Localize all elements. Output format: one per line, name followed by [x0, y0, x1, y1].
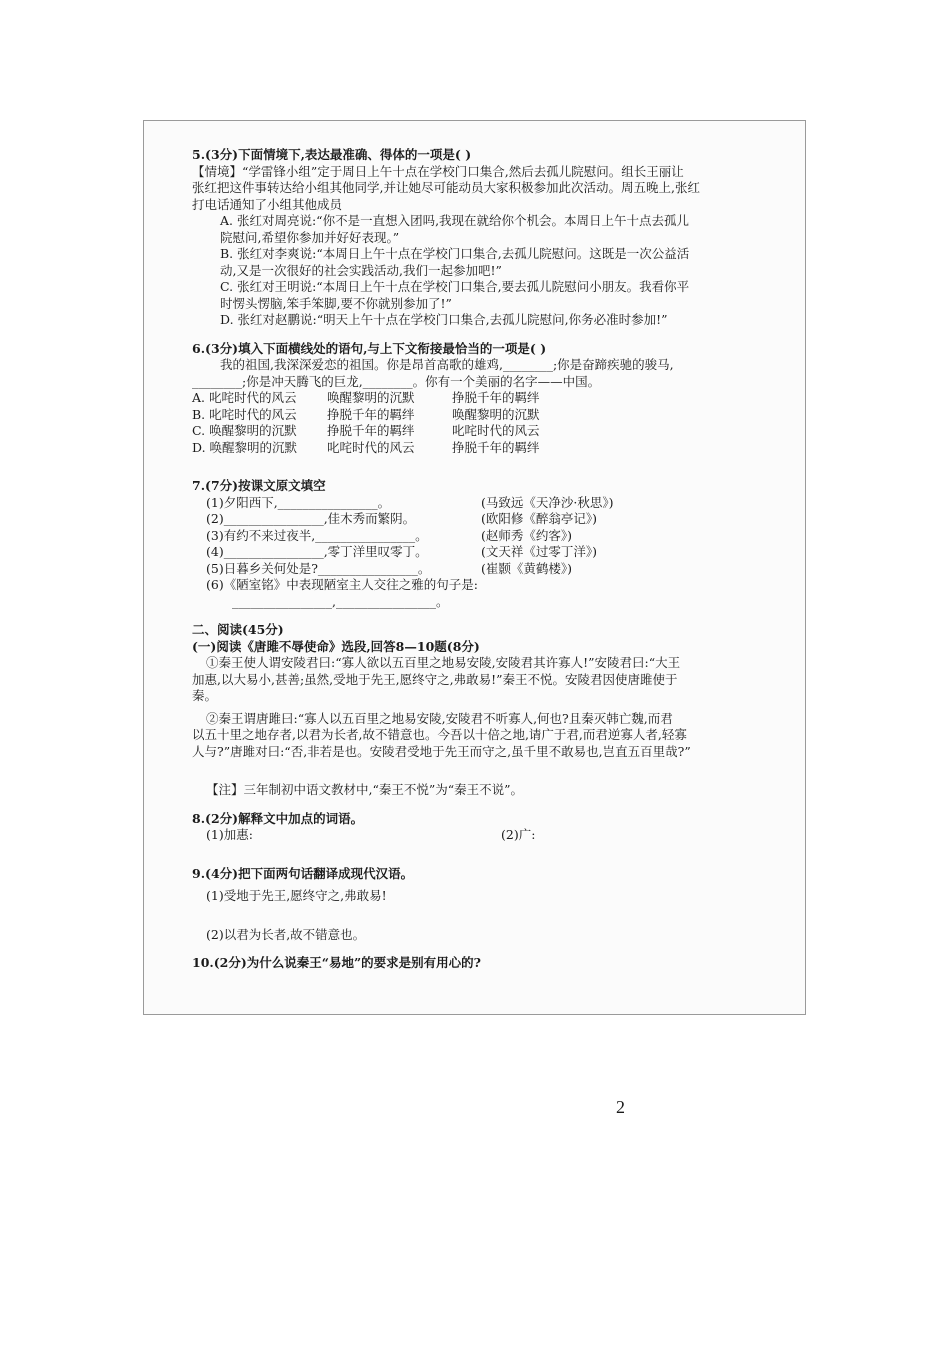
q7-item: (1)夕阳西下,________________。 (马致远《天净沙·秋思》)	[206, 494, 614, 510]
q5-context: 张红把这件事转达给小组其他同学,并让她尽可能动员大家积极参加此次活动。周五晚上,张红	[192, 180, 700, 195]
reading-subtitle: (一)阅读《唐雎不辱使命》选段,回答8—10题(8分)	[192, 638, 480, 654]
q5-option-b: 动,又是一次很好的社会实践活动,我们一起参加吧!”	[220, 262, 502, 278]
q5-context: 打电话通知了小组其他成员	[192, 196, 343, 212]
passage-paragraph-2: 人与?”唐雎对曰:“否,非若是也。安陵君受地于先王而守之,虽千里不敢易也,岂直五百里哉?”	[192, 743, 691, 759]
passage-paragraph-2: 以五十里之地存者,以君为长者,故不错意也。今吾以十倍之地,请广于君,而君逆寡人者,轻寡	[192, 727, 687, 742]
q6-stem: 6.(3分)填入下面横线处的语句,与上下文衔接最恰当的一项是( )	[192, 340, 547, 356]
q5-stem: 5.(3分)下面情境下,表达最准确、得体的一项是( )	[192, 147, 472, 162]
q9-stem: 9.(4分)把下面两句话翻译成现代汉语。	[192, 865, 414, 881]
q7-item: (5)日暮乡关何处是?________________。 (崔颢《黄鹤楼》)	[206, 560, 573, 576]
q9-item-1: (1)受地于先王,愿终守之,弗敢易!	[206, 888, 387, 903]
q6-passage: ________;你是冲天腾飞的巨龙,________。你有一个美丽的名字——中国。	[192, 373, 601, 389]
q7-item: (3)有约不来过夜半,________________。 (赵师秀《约客》)	[206, 527, 573, 543]
q8-items: (1)加惠: (2)广:	[206, 827, 536, 842]
q6-option-a: A. 叱咤时代的风云 唤醒黎明的沉默 挣脱千年的羁绊	[192, 390, 540, 405]
q5-option-a: 院慰问,希望你参加并好好表现。”	[220, 229, 400, 245]
q5-option-c: 时愣头愣脑,笨手笨脚,要不你就别参加了!”	[220, 295, 452, 311]
q7-stem: 7.(7分)按课文原文填空	[192, 478, 326, 493]
q10-stem: 10.(2分)为什么说秦王“易地”的要求是别有用心的?	[192, 955, 481, 970]
q6-option-c: C. 唤醒黎明的沉默 挣脱千年的羁绊 叱咤时代的风云	[192, 423, 540, 438]
section-title: 二、阅读(45分)	[192, 622, 284, 637]
passage-paragraph-1: 秦。	[192, 688, 218, 703]
q5-context: 【情境】“学雷锋小组”定于周日上午十点在学校门口集合,然后去孤儿院慰问。组长王丽让	[192, 163, 684, 179]
q6-passage: 我的祖国,我深深爱恋的祖国。你是昂首高歌的雄鸡,________;你是奋蹄疾驰的骏马,	[220, 357, 674, 372]
q9-item-2: (2)以君为长者,故不错意也。	[206, 926, 366, 942]
exam-content	[192, 147, 792, 972]
passage-paragraph-1: 加惠,以大易小,甚善;虽然,受地于先王,愿终守之,弗敢易!”秦王不悦。安陵君因使唐雎使于	[192, 671, 678, 687]
q5-option-c: C. 张红对王明说:“本周日上午十点在学校门口集合,要去孤儿院慰问小朋友。我看你平	[220, 279, 690, 294]
passage-paragraph-1: ①秦王使人谓安陵君曰:“寡人欲以五百里之地易安陵,安陵君其许寡人!”安陵君曰:“大王	[206, 655, 681, 670]
exam-page	[143, 120, 806, 1117]
q5-option-d: D. 张红对赵鹏说:“明天上午十点在学校门口集合,去孤儿院慰问,你务必准时参加!”	[220, 312, 668, 327]
q6-option-d: D. 唤醒黎明的沉默 叱咤时代的风云 挣脱千年的羁绊	[192, 439, 540, 455]
q7-item: (4)________________,零丁洋里叹零丁。 (文天祥《过零丁洋》)	[206, 544, 598, 559]
q7-item-6-blank: ________________,________________。	[232, 593, 449, 609]
passage-paragraph-2: ②秦王谓唐雎曰:“寡人以五百里之地易安陵,安陵君不听寡人,何也?且秦灭韩亡魏,而君	[206, 710, 673, 726]
q7-item-6: (6)《陋室铭》中表现陋室主人交往之雅的句子是:	[206, 577, 478, 592]
q6-option-b: B. 叱咤时代的风云 挣脱千年的羁绊 唤醒黎明的沉默	[192, 406, 540, 422]
q8-stem: 8.(2分)解释文中加点的词语。	[192, 810, 364, 826]
q7-item: (2)________________,佳木秀而繁阴。 (欧阳修《醉翁亭记》)	[206, 511, 598, 526]
q5-option-b: B. 张红对李爽说:“本周日上午十点在学校门口集合,去孤儿院慰问。这既是一次公益活	[220, 246, 690, 261]
page-number: 2	[616, 1097, 625, 1117]
passage-note: 【注】三年制初中语文教材中,“秦王不悦”为“秦王不说”。	[206, 782, 524, 797]
q5-option-a: A. 张红对周亮说:“你不是一直想入团吗,我现在就给你个机会。本周日上午十点去孤儿	[220, 213, 690, 228]
